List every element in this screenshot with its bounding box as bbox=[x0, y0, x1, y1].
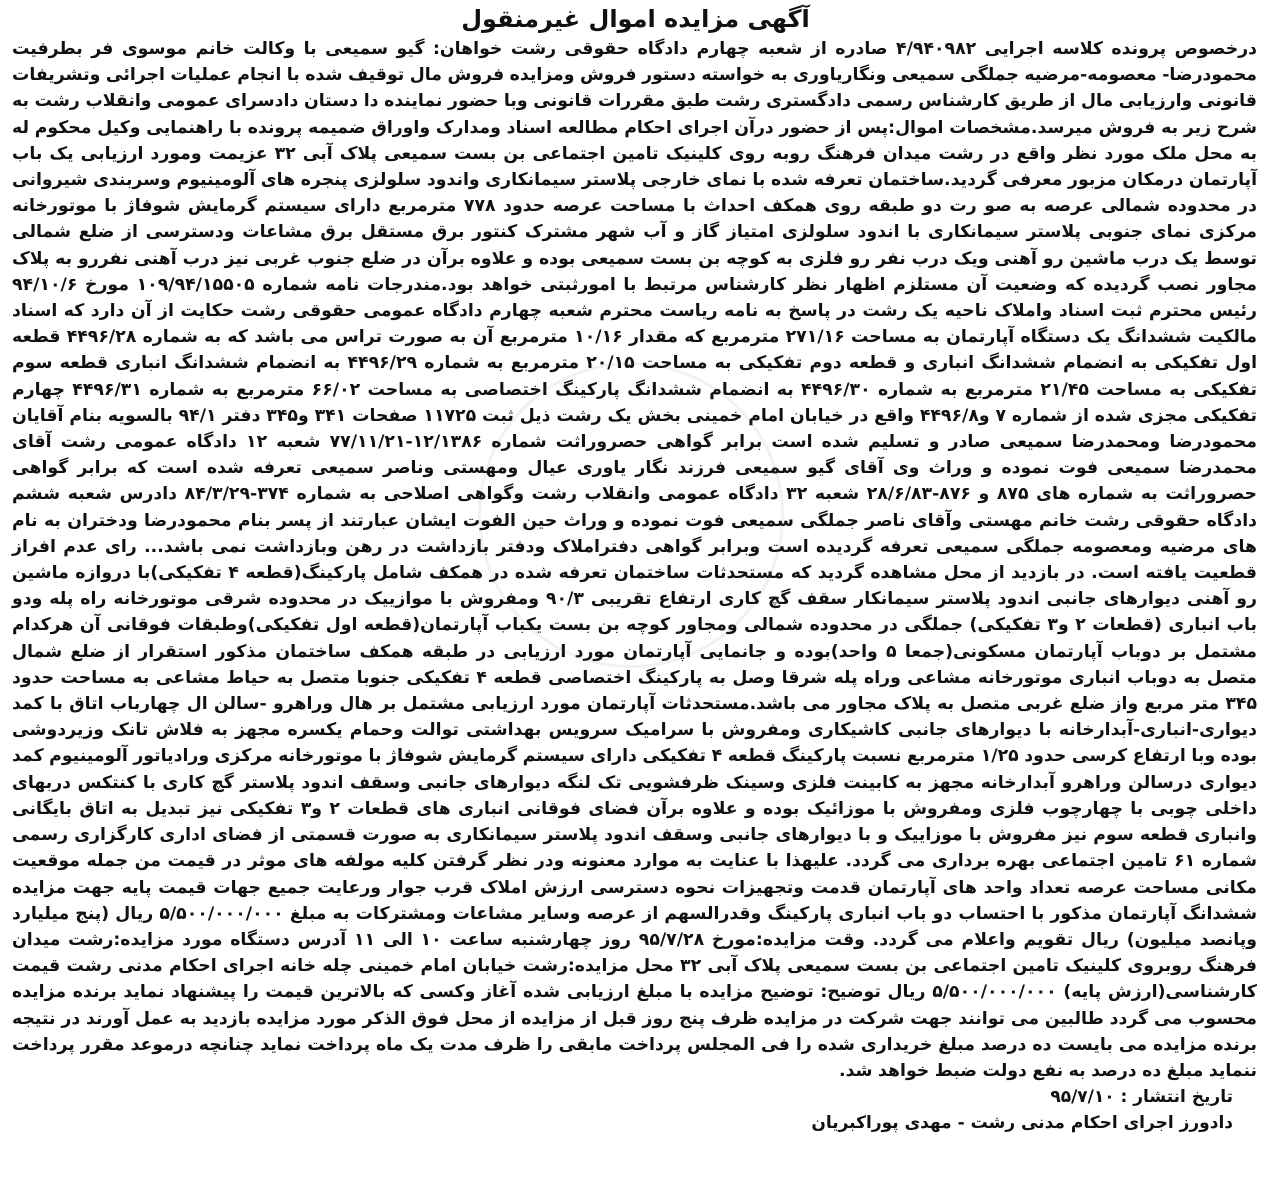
publish-date: تاریخ انتشار : ۹۵/۷/۱۰ bbox=[1050, 1087, 1233, 1108]
auction-notice bbox=[8, 2, 1263, 1187]
notice-body: درخصوص پرونده کلاسه اجرایی ۴/۹۴۰۹۸۲ صادره از شعبه چهارم دادگاه حقوقی رشت خواهان: گیو سمیعی با وکالت خانم موسوی فر بطرفیت محمودرضا- معصومه-مرضیه جملگی سمیعی ونگاریاوری به خواسته دستور فروش ومزایده فروش مال توقیف شده با انجام عملیات اجرائی وتشریفات قانونی وارزیابی مال از طریق کارشناس رسمی دادگستری رشت طبق مقررات قانونی وبا حضور نماینده دا دستان دادسرای عمومی وانقلاب رشت به شرح زیر به فروش میرسد.مشخصات اموال:پس از حضور درآن اجرای احکام مطالعه اسناد ومدارک واوراق ضمیمه پرونده با راهنمایی وکیل محکوم له به محل ملک مورد نظر واقع در رشت میدان فرهنگ روبه روی کلینیک تامین اجتماعی بن بست سمیعی پلاک آبی ۳۲ عزیمت ومورد ارزیابی یک باب آپارتمان درمکان مزبور معرفی گردید.ساختمان تعرفه شده با نمای خارجی پلاستر سیمانکاری واندود سلولزی پنجره های آلومینیوم وسربندی شیروانی در محدوده شمالی عرصه به صو رت دو طبقه روی همکف احداث با مساحت عرصه حدود ۷۷۸ مترمربع دارای سیستم گرمایش شوفاژ با موتورخانه مرکزی نمای جنوبی پلاستر سیمانکاری با اندود سلولزی امتیاز گاز و آب شهر مشترک کنتور برق مستقل برق مشاعات ودسترسی از ضلع شمالی توسط یک درب ماشین رو آهنی ویک درب نفر رو فلزی به کوچه بن بست سمیعی بوده و علاوه برآن در ضلع جنوب غربی نیز درب آهنی نفررو به پلاک مجاور نصب گردیده که وضعیت آن مستلزم اظهار نظر کارشناس مرتبط با امورثبتی خواهد بود.مندرجات نامه شماره ۱۰۹/۹۴/۱۵۵۰۵ مورخ ۹۴/۱۰/۶ رئیس محترم ثبت اسناد واملاک ناحیه یک رشت در پاسخ به نامه ریاست محترم شعبه چهارم دادگاه عمومی حقوقی رشت حکایت از آن دارد که اسناد مالکیت ششدانگ یک دستگاه آپارتمان به مساحت ۲۷۱/۱۶ مترمربع که مقدار ۱۰/۱۶ مترمربع آن به صورت تراس می باشد که به شماره ۴۴۹۶/۲۸ قطعه اول تفکیکی به انضمام ششدانگ انباری و قطعه دوم تفکیکی به مساحت ۲۰/۱۵ مترمربع به شماره ۴۴۹۶/۲۹ به انضمام ششدانگ انباری قطعه سوم تفکیکی به مساحت ۲۱/۴۵ مترمربع به شماره ۴۴۹۶/۳۰ به انضمام ششدانگ پارکینگ اختصاصی به مساحت ۶۶/۰۲ مترمربع به شماره ۴۴۹۶/۳۱ چهارم تفکیکی مجزی شده از شماره ۷ و۴۴۹۶/۸ واقع در خیابان امام خمینی بخش یک رشت ذیل ثبت ۱۱۷۲۵ صفحات ۳۴۱ و۳۴۵ دفتر ۹۴/۱ بالسویه بنام آقایان محمودرضا ومحمدرضا سمیعی صادر و تسلیم شده است برابر گواهی حصروراثت شماره ۱۲/۱۳۸۶-۷۷/۱۱/۲۱ شعبه ۱۲ دادگاه عمومی رشت آقای محمدرضا سمیعی فوت نموده و وراث وی آقای گیو سمیعی فرزند نگار یاوری عیال ومهستی وناصر سمیعی تعرفه شده است که برابر گواهی حصروراثت به شماره های ۸۷۵ و ۸۷۶-۲۸/۶/۸۳ شعبه ۳۲ دادگاه عمومی وانقلاب رشت وگواهی اصلاحی به شماره ۳۷۴-۸۴/۳/۲۹ دادرس شعبه ششم دادگاه حقوقی رشت خانم مهستی وآقای ناصر جملگی سمیعی فوت نموده و وراث حین الفوت ایشان عبارتند از پسر بنام محمودرضا ودختران به نام های مرضیه ومعصومه جملگی سمیعی تعرفه گردیده است وبرابر گواهی دفتراملاک ودفتر بازداشت در رهن وبازداشت نمی باشد... رای عدم افراز قطعیت یافته است. در بازدید از محل مشاهده گردید که مستحدثات ساختمان تعرفه شده در همکف شامل پارکینگ(قطعه ۴ تفکیکی)با دروازه ماشین رو آهنی دیوارهای جانبی اندود پلاستر سیمانکار سقف گچ کاری ارتفاع تقریبی ۹۰/۳ ومفروش با موازییک در محدوده شرقی موتورخانه راه پله ودو باب انباری (قطعات ۲ و۳ تفکیکی) جملگی در محدوده شمالی ومجاور کوچه بن بست یکباب آپارتمان(قطعه اول تفکیکی)وطبقات فوقانی آن هرکدام مشتمل بر دوباب آپارتمان مسکونی(جمعا ۵ واحد)بوده و جانمایی آپارتمان مورد ارزیابی در طبقه همکف ساختمان مذکور استقرار از ضلع شمال متصل به دوباب انباری موتورخانه مشاعی وراه پله شرقا وصل به پارکینگ اختصاصی قطعه ۴ تفکیکی جنوبا متصل به حیاط مشاعی به مساحت حدود ۳۴۵ متر مربع واز ضلع غربی متصل به پلاک مجاور می باشد.مستحدثات آپارتمان مورد ارزیابی مشتمل بر هال وراهرو -سالن ال چهارباب اتاق با کمد دیواری-انباری-آبدارخانه با دیوارهای جانبی کاشیکاری ومفروش با سرامیک سرویس بهداشتی توالت وحمام یکسره مجهز به فلاش تانک وزیردوشی بوده وبا ارتفاع کرسی حدود ۱/۲۵ مترمربع نسبت پارکینگ قطعه ۴ تفکیکی دارای سیستم گرمایش شوفاژ با موتورخانه مرکزی ورادیاتور آلومینیوم کمد دیواری درسالن وراهرو آبدارخانه مجهز به کابینت فلزی وسینک ظرفشویی تک لنگه دیوارهای جانبی وسقف اندود پلاستر گچ کاری با کنتکس دربهای داخلی چوبی با چهارچوب فلزی ومفروش با موزائیک بوده و علاوه برآن فضای فوقانی انباری های قطعات ۲ و۳ تفکیکی نیز تبدیل به اتاق بایگانی وانباری قطعه سوم نیز مفروش با موزاییک و با دیوارهای جانبی وسقف اندود پلاستر سیمانکاری به صورت قسمتی از فضای اداری کارگزاری رسمی شماره ۶۱ تامین اجتماعی بهره برداری می گردد. علیهذا با عنایت به موارد معنونه ودر نظر گرفتن کلیه مولفه های موثر در قیمت من جمله موقعیت مکانی مساحت عرصه تعداد واحد های آپارتمان قدمت وتجهیزات نحوه دسترسی ارزش املاک قرب جوار ورعایت جمیع جهات قیمت پایه جهت مزایده ششدانگ آپارتمان مذکور با احتساب دو باب انباری پارکینگ وقدرالسهم از عرصه وسایر مشاعات ومشترکات به مبلغ ۵/۵۰۰/۰۰۰/۰۰۰ ریال (پنج میلیارد وپانصد میلیون) ریال تقویم واعلام می گردد. وقت مزایده:مورخ ۹۵/۷/۲۸ روز چهارشنبه ساعت ۱۰ الی ۱۱ آدرس دستگاه مورد مزایده:رشت میدان فرهنگ روبروی کلینیک تامین اجتماعی بن بست سمیعی پلاک آبی ۳۲ محل مزایده:رشت خیابان امام خمینی چله خانه اجرای احکام مدنی رشت قیمت کارشناسی(ارزش پایه) ۵/۵۰۰/۰۰۰/۰۰۰ ریال توضیح: توضیح مزایده با مبلغ ارزیابی شده آغاز وکسی که بالاترین قیمت را پیشنهاد نماید برنده مزایده محسوب می گردد طالبین می توانند جهت شرکت در مزایده ظرف پنج روز قبل از مزایده از محل فوق الذکر مورد مزایده بازدید به عمل آورند در نتیجه برنده مزایده می بایست ده درصد مبلغ خریداری شده را فی المجلس پرداخت مابقی را ظرف مدت یک ماه پرداخت نماید چنانچه درموعد مقرر پرداخت ننماید مبلغ ده درصد به نفع دولت ضبط خواهد شد. bbox=[12, 39, 1258, 1081]
signature-line: دادورز اجرای احکام مدنی رشت - مهدی پوراکبریان bbox=[811, 1113, 1233, 1134]
notice-title: آگهی مزایده اموال غیرمنقول bbox=[461, 5, 810, 33]
